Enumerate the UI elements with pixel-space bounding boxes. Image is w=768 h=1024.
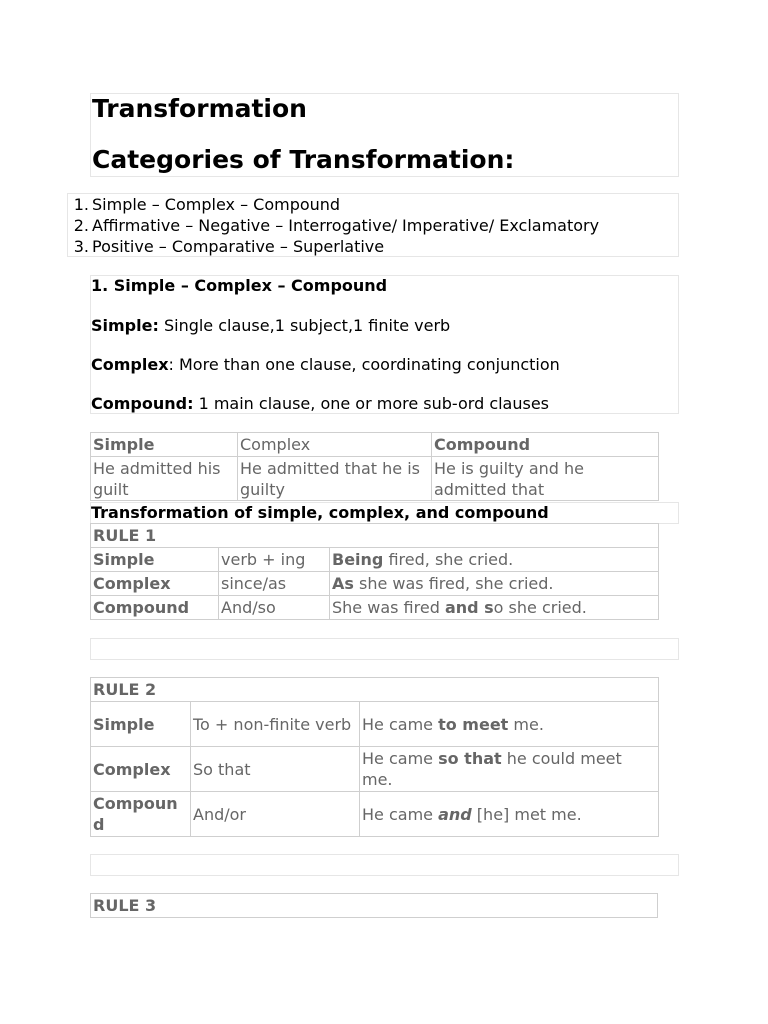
- example-bold: Being: [332, 550, 384, 569]
- rule-example: [360, 702, 659, 747]
- rule-example: [330, 596, 659, 620]
- table-row: [91, 433, 659, 457]
- example-rest: fired, she cried.: [383, 550, 514, 569]
- list-item-text: Positive – Comparative – Superlative: [92, 237, 385, 256]
- example-bold: As: [332, 574, 354, 593]
- example-rest: she was fired, she cried.: [353, 574, 554, 593]
- section-heading: 1. Simple – Complex – Compound: [91, 276, 388, 295]
- rule-type: Simple: [91, 702, 191, 747]
- table-row: [91, 457, 659, 501]
- list-item: [67, 216, 599, 236]
- rule-example: [360, 747, 659, 792]
- rule-example: [330, 548, 659, 572]
- definition-text: : More than one clause, coordinating conjunction: [168, 355, 560, 374]
- definition-text: 1 main clause, one or more sub-ord clauses: [193, 394, 550, 413]
- definition-complex: [91, 355, 560, 375]
- table-row: [91, 572, 659, 596]
- example-pre: He came: [362, 749, 439, 768]
- definition-compound: [91, 394, 549, 414]
- page-title: Transformation: [92, 94, 307, 123]
- example-compound: He is guilty and he admitted that: [432, 457, 659, 501]
- definition-term: Complex: [91, 355, 169, 374]
- example-rest: [he] met me.: [471, 804, 582, 824]
- example-bold: and: [438, 804, 472, 824]
- rule2-table: [90, 677, 659, 837]
- header-simple: Simple: [91, 433, 238, 457]
- rule-marker: So that: [191, 747, 360, 792]
- transformation-heading: Transformation of simple, complex, and compound: [91, 503, 549, 522]
- table-row: [91, 894, 658, 918]
- list-item: [67, 237, 384, 257]
- list-number: 2.: [73, 216, 89, 235]
- rule-marker: And/so: [219, 596, 330, 620]
- rule-marker: since/as: [219, 572, 330, 596]
- example-pre: He came: [362, 804, 439, 824]
- empty-paragraph: [90, 854, 679, 876]
- rule3-table: [90, 893, 658, 918]
- page-subtitle: Categories of Transformation:: [92, 145, 515, 174]
- example-table: [90, 432, 659, 501]
- rule-example: [330, 572, 659, 596]
- example-bold: and s: [444, 598, 494, 617]
- section1-block: [90, 275, 679, 414]
- definition-term: Simple:: [91, 316, 159, 335]
- list-number: 1.: [73, 195, 89, 214]
- rule-marker: To + non-finite verb: [191, 702, 360, 747]
- rule-title: RULE 3: [91, 894, 658, 918]
- definition-simple: [91, 316, 450, 336]
- empty-paragraph: [90, 638, 679, 660]
- table-row: [91, 678, 659, 702]
- list-item: [67, 195, 340, 215]
- definition-text: Single clause,1 subject,1 finite verb: [158, 316, 451, 335]
- header-compound: Compound: [432, 433, 659, 457]
- rule-marker: And/or: [191, 792, 360, 837]
- example-bold: so that: [438, 749, 502, 768]
- list-item-text: Simple – Complex – Compound: [92, 195, 341, 214]
- rule-type: Complex: [91, 747, 191, 792]
- example-rest: me.: [508, 714, 544, 734]
- categories-list: [67, 193, 679, 257]
- rule1-table: [90, 523, 659, 620]
- example-rest: o she cried.: [493, 598, 587, 617]
- table-row: [91, 548, 659, 572]
- transformation-heading-block: [90, 502, 679, 524]
- example-complex: He admitted that he is guilty: [238, 457, 432, 501]
- example-pre: He came: [362, 714, 439, 734]
- list-item-text: Affirmative – Negative – Interrogative/ Imperative/ Exclamatory: [92, 216, 600, 235]
- list-number: 3.: [73, 237, 89, 256]
- rule-type: Compound: [91, 792, 191, 837]
- rule-type: Simple: [91, 548, 219, 572]
- rule-title: RULE 2: [91, 678, 659, 702]
- definition-term: Compound:: [91, 394, 194, 413]
- rule-example: [360, 792, 659, 837]
- table-row: [91, 792, 659, 837]
- table-row: [91, 702, 659, 747]
- table-row: [91, 747, 659, 792]
- example-simple: He admitted his guilt: [91, 457, 238, 501]
- rule-marker: verb + ing: [219, 548, 330, 572]
- example-bold: to meet: [438, 714, 509, 734]
- table-row: [91, 524, 659, 548]
- rule-title: RULE 1: [91, 524, 659, 548]
- example-pre: She was fired: [332, 598, 445, 617]
- header-complex: Complex: [238, 433, 432, 457]
- rule-type: Compound: [91, 596, 219, 620]
- table-row: [91, 596, 659, 620]
- example-rest: he could meet me.: [362, 749, 622, 789]
- title-block: [90, 93, 679, 177]
- rule-type: Complex: [91, 572, 219, 596]
